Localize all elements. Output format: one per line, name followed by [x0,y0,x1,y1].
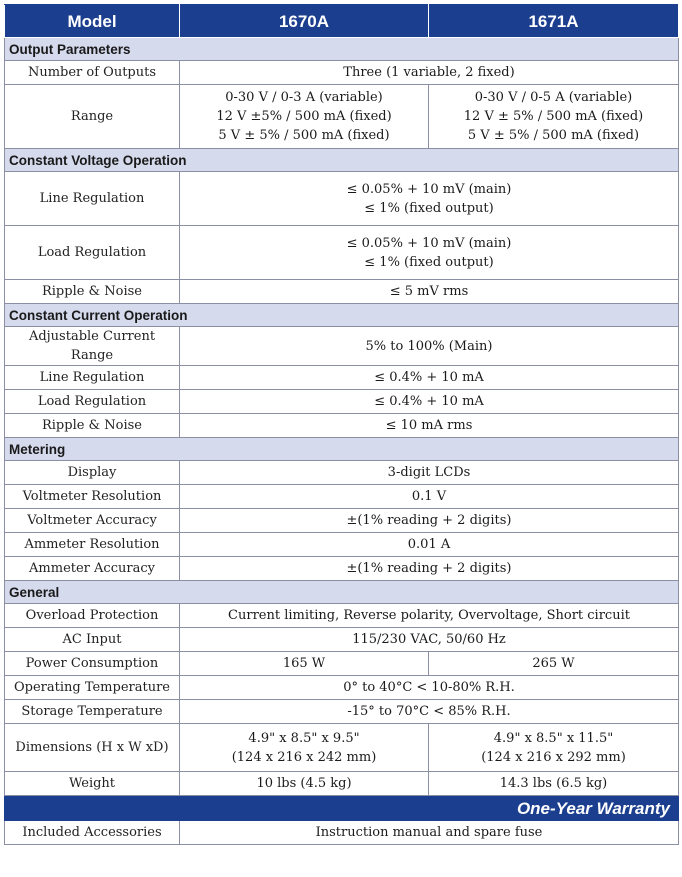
table-row [5,676,679,700]
row-label: Display [5,461,180,485]
table-row [5,509,679,533]
table-row [5,414,679,438]
row-label: Ripple & Noise [5,414,180,438]
row-value: ≤ 0.4% + 10 mA [180,390,679,414]
row-label: Weight [5,772,180,796]
section-title: Metering [5,438,679,461]
row-label: Dimensions (H x W xD) [5,724,180,772]
row-label: Load Regulation [5,226,180,280]
dimensions-1670a [180,724,429,772]
row-label: Range [5,85,180,149]
table-row [5,172,679,226]
row-value: Current limiting, Reverse polarity, Overvoltage, Short circuit [180,604,679,628]
row-value: -15° to 70°C < 85% R.H. [180,700,679,724]
section-constant-voltage [5,149,679,172]
value-line: 4.9" x 8.5" x 11.5" [493,730,614,746]
row-label: Voltmeter Accuracy [5,509,180,533]
row-label: Included Accessories [5,821,180,845]
row-label: Number of Outputs [5,61,180,85]
row-label: Storage Temperature [5,700,180,724]
value-line: ≤ 0.05% + 10 mV (main) [346,181,512,197]
row-label: Line Regulation [5,366,180,390]
value-line: ≤ 1% (fixed output) [364,200,494,216]
table-row [5,821,679,845]
row-value: 5% to 100% (Main) [180,327,679,366]
row-value: Three (1 variable, 2 fixed) [180,61,679,85]
section-title: General [5,581,679,604]
row-label: Power Consumption [5,652,180,676]
table-row [5,700,679,724]
table-row [5,85,679,149]
row-label: Ripple & Noise [5,280,180,304]
weight-1671a: 14.3 lbs (6.5 kg) [429,772,679,796]
row-value: ≤ 0.4% + 10 mA [180,366,679,390]
weight-1670a: 10 lbs (4.5 kg) [180,772,429,796]
spec-table [4,4,679,845]
range-1671a [429,85,679,149]
row-label: Ammeter Resolution [5,533,180,557]
table-row [5,461,679,485]
table-row [5,533,679,557]
range-line: 12 V ±5% / 500 mA (fixed) [216,109,392,124]
row-value: ±(1% reading + 2 digits) [180,509,679,533]
table-row [5,724,679,772]
section-constant-current [5,304,679,327]
dimensions-1671a [429,724,679,772]
table-row [5,327,679,366]
range-line: 0-30 V / 0-5 A (variable) [474,90,633,105]
table-row [5,280,679,304]
row-label: Load Regulation [5,390,180,414]
power-1670a: 165 W [180,652,429,676]
value-line: (124 x 216 x 292 mm) [481,749,626,765]
model-header: Model [5,5,180,38]
row-label: Adjustable Current Range [5,327,180,366]
row-value [180,226,679,280]
row-value: ≤ 10 mA rms [180,414,679,438]
value-line: (124 x 216 x 242 mm) [231,749,377,765]
section-metering [5,438,679,461]
row-value: 3-digit LCDs [180,461,679,485]
section-title: Constant Voltage Operation [5,149,679,172]
warranty-banner [5,796,679,821]
row-value: 115/230 VAC, 50/60 Hz [180,628,679,652]
header-row [5,5,679,38]
row-label: AC Input [5,628,180,652]
row-label: Overload Protection [5,604,180,628]
row-value: 0.01 A [180,533,679,557]
table-row [5,226,679,280]
row-label: Ammeter Accuracy [5,557,180,581]
power-1671a: 265 W [429,652,679,676]
section-title: Constant Current Operation [5,304,679,327]
row-value: 0° to 40°C < 10-80% R.H. [180,676,679,700]
table-row [5,390,679,414]
range-line: 12 V ± 5% / 500 mA (fixed) [463,109,644,124]
table-row [5,61,679,85]
row-value: Instruction manual and spare fuse [180,821,679,845]
range-line: 0-30 V / 0-3 A (variable) [225,90,383,105]
table-row [5,772,679,796]
warranty-text: One-Year Warranty [5,796,679,821]
row-label: Operating Temperature [5,676,180,700]
section-output-parameters [5,38,679,61]
range-1670a [180,85,429,149]
value-line: 4.9" x 8.5" x 9.5" [248,730,360,746]
table-row [5,604,679,628]
row-label: Voltmeter Resolution [5,485,180,509]
value-line: ≤ 1% (fixed output) [364,254,494,270]
table-row [5,485,679,509]
table-row [5,628,679,652]
range-line: 5 V ± 5% / 500 mA (fixed) [467,128,640,143]
row-value: ±(1% reading + 2 digits) [180,557,679,581]
section-title: Output Parameters [5,38,679,61]
table-row [5,652,679,676]
row-value: 0.1 V [180,485,679,509]
row-label: Line Regulation [5,172,180,226]
row-value: ≤ 5 mV rms [180,280,679,304]
range-line: 5 V ± 5% / 500 mA (fixed) [218,128,390,143]
table-row [5,366,679,390]
model-1671a-header: 1671A [429,5,679,38]
row-value [180,172,679,226]
value-line: ≤ 0.05% + 10 mV (main) [346,235,512,251]
model-1670a-header: 1670A [180,5,429,38]
table-row [5,557,679,581]
section-general [5,581,679,604]
